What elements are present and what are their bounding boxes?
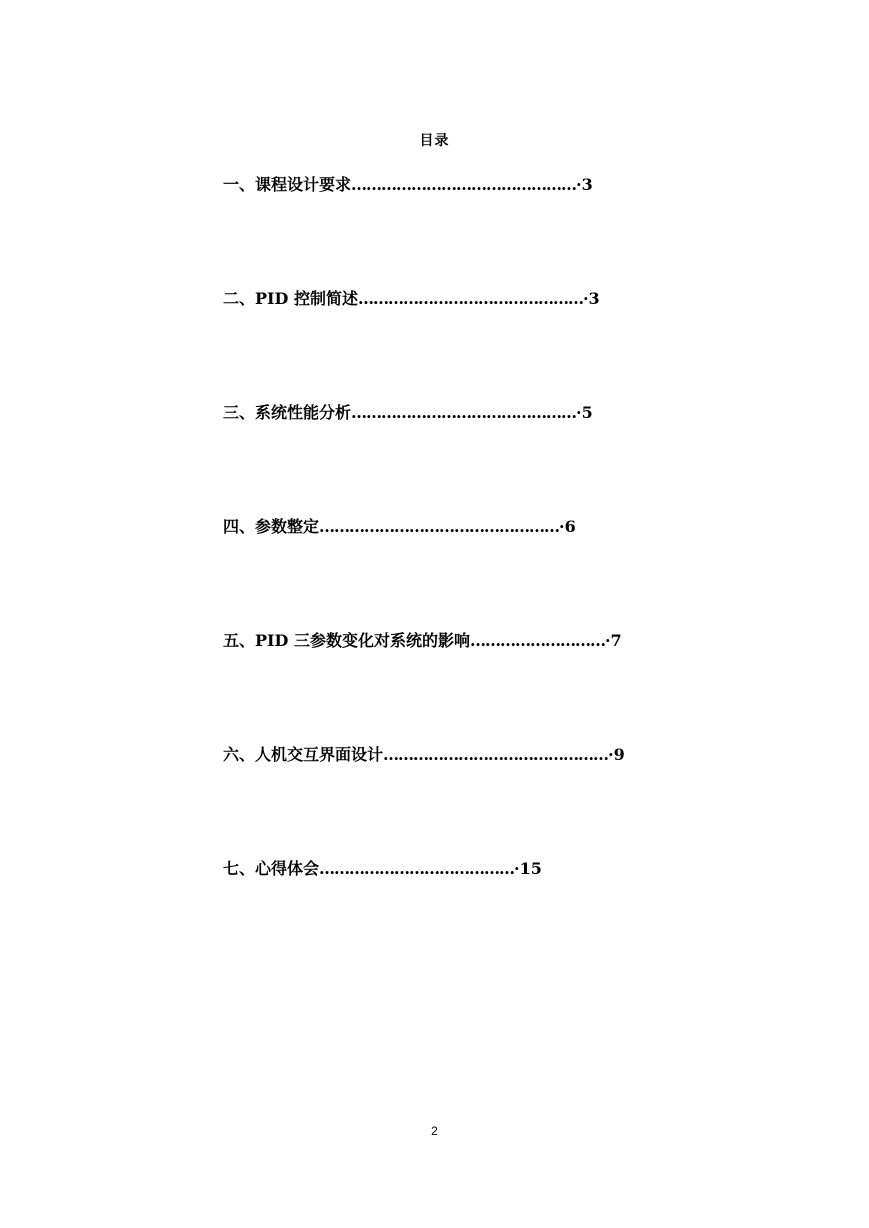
toc-title: 目录: [419, 133, 450, 149]
toc-entry-label: 五、PID 三参数变化对系统的影响: [223, 631, 470, 650]
toc-leader-dots: …………………………………: [319, 859, 515, 878]
toc-entry-page: ·15: [514, 859, 542, 878]
toc-entry-4: [223, 516, 625, 630]
toc-entry-label: 三、系统性能分析: [223, 403, 352, 422]
toc-entry-1: [223, 174, 625, 288]
toc-entry-7: [223, 858, 625, 972]
toc-entry-label: 一、课程设计要求: [223, 175, 352, 194]
toc-leader-dots: ………………………: [469, 631, 605, 650]
toc-leader-dots: ………………………………………: [357, 289, 583, 308]
toc-leader-dots: ………………………………………: [383, 745, 609, 764]
toc-entry-page: ·9: [608, 745, 625, 764]
toc-leader-dots: ………………………………………: [351, 175, 577, 194]
toc-entry-3: [223, 402, 625, 516]
toc-entry-6: [223, 744, 625, 858]
toc-entry-page: ·7: [604, 631, 622, 650]
toc-entry-page: ·3: [576, 175, 593, 194]
toc-leader-dots: ………………………………………: [351, 403, 577, 422]
toc-entry-5: [223, 630, 625, 744]
toc-entry-label: 六、人机交互界面设计: [223, 745, 384, 764]
toc-entry-label: 四、参数整定: [223, 517, 320, 536]
toc-entry-label: 二、PID 控制简述: [223, 289, 358, 308]
toc-list: [223, 174, 625, 972]
toc-entry-page: ·6: [559, 517, 576, 536]
page-number: 2: [431, 1124, 438, 1138]
toc-entry-2: [223, 288, 625, 402]
toc-entry-label: 七、心得体会: [223, 859, 320, 878]
toc-entry-page: ·3: [582, 289, 600, 308]
toc-entry-page: ·5: [576, 403, 593, 422]
toc-leader-dots: …………………………………………: [319, 517, 560, 536]
